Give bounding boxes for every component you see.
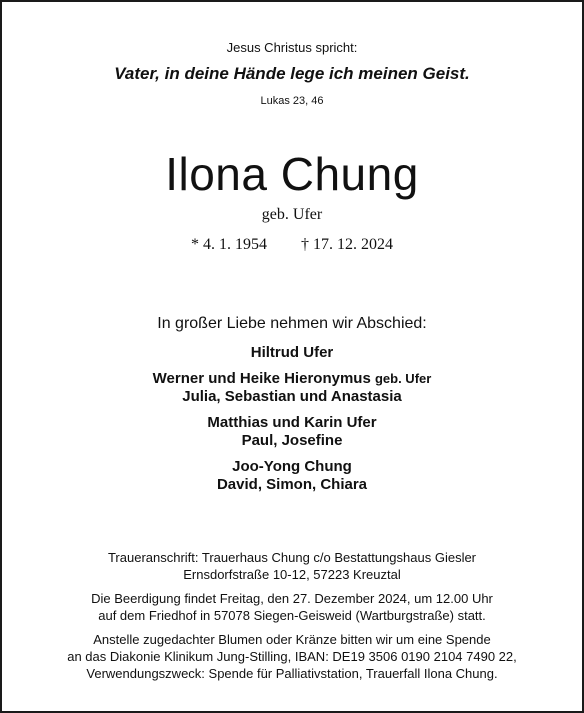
mourner-birth-name: geb. Ufer	[374, 371, 432, 386]
funeral-info: Die Beerdigung findet Freitag, den 27. Dezember 2024, um 12.00 Uhr	[91, 591, 493, 606]
mourner-line: David, Simon, Chiara	[216, 476, 368, 493]
birth-date: * 4. 1. 1954	[191, 236, 267, 253]
verse-reference: Lukas 23, 46	[260, 95, 324, 107]
bible-verse: Vater, in deine Hände lege ich meinen Geist.	[114, 64, 470, 83]
donation-bank: an das Diakonie Klinikum Jung-Stilling, IBAN: DE19 3506 0190 2104 7490 22,	[67, 649, 517, 664]
mourner-line: Matthias und Karin Ufer	[207, 414, 377, 431]
mourner-line	[2, 370, 582, 387]
donation-purpose: Verwendungszweck: Spende für Palliativstation, Trauerfall Ilona Chung.	[86, 666, 498, 681]
life-dates	[2, 236, 582, 254]
donation-request: Anstelle zugedachter Blumen oder Kränze bitten wir um eine Spende	[93, 632, 491, 647]
verse-intro: Jesus Christus spricht:	[226, 40, 358, 55]
mourning-address-street: Ernsdorfstraße 10-12, 57223 Kreuztal	[183, 567, 401, 582]
deceased-name: Ilona Chung	[165, 148, 419, 200]
mourner-line: Joo-Yong Chung	[232, 458, 352, 475]
death-date: † 17. 12. 2024	[301, 236, 393, 253]
mourner-line: Paul, Josefine	[241, 432, 343, 449]
mourner-names: Werner und Heike Hieronymus	[152, 370, 371, 387]
funeral-location: auf dem Friedhof in 57078 Siegen-Geisweid (Wartburgstraße) statt.	[98, 608, 486, 623]
birth-name: geb. Ufer	[261, 206, 323, 223]
mourner-line: Julia, Sebastian und Anastasia	[182, 388, 402, 405]
mourning-address: Traueranschrift: Trauerhaus Chung c/o Bestattungshaus Giesler	[107, 550, 477, 565]
farewell-intro: In großer Liebe nehmen wir Abschied:	[157, 315, 427, 332]
mourner-line: Hiltrud Ufer	[250, 344, 334, 361]
